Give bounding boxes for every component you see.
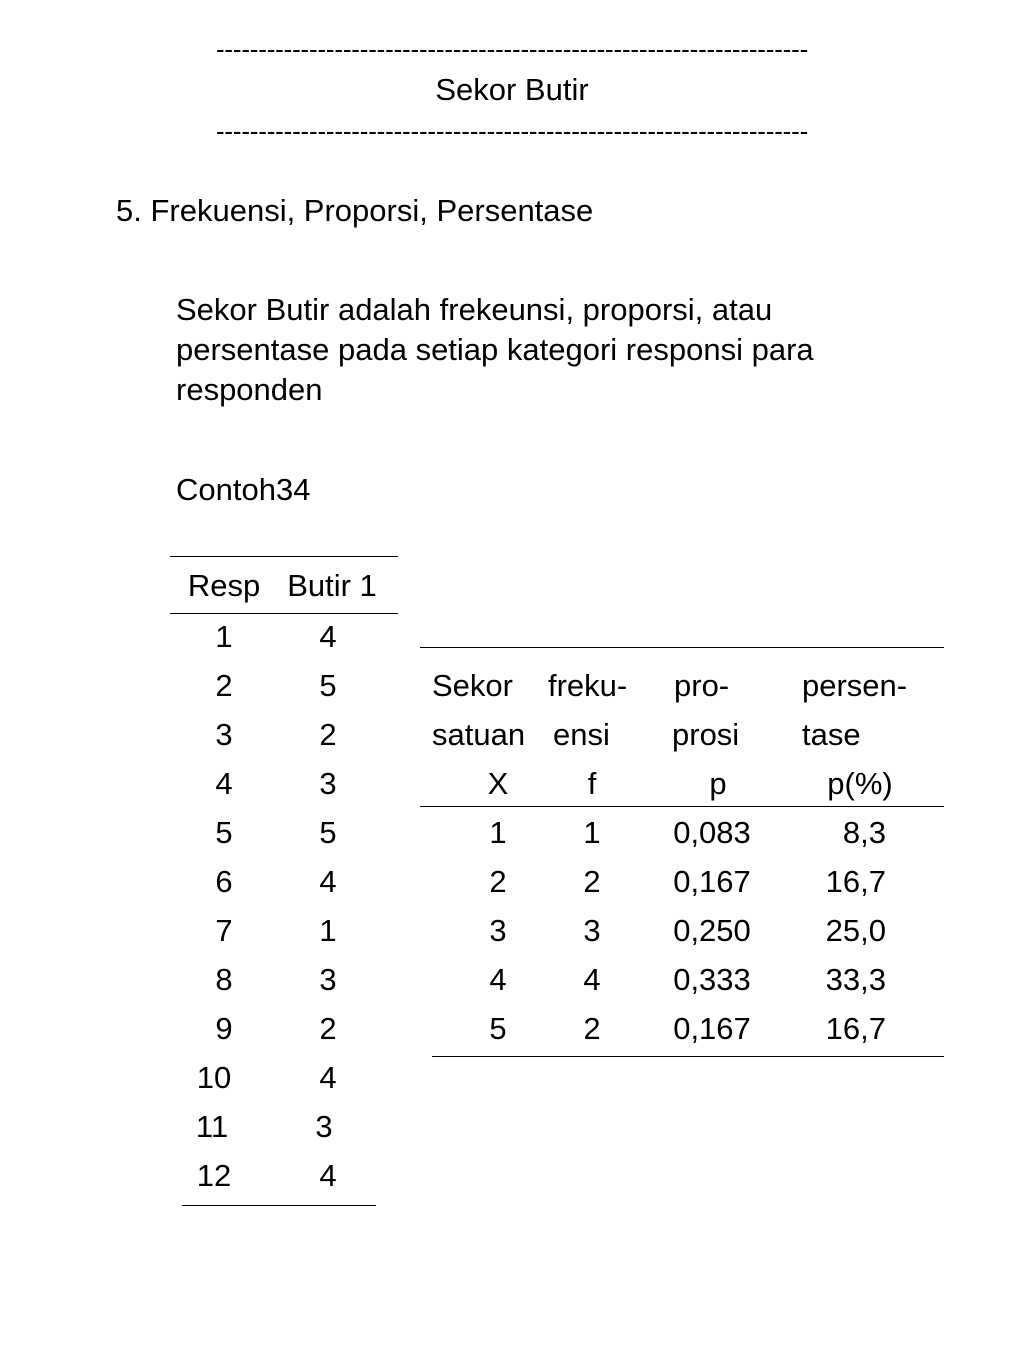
header-bottom-rule: ----------------------------------------------------------------------: [215, 116, 809, 146]
persentase-cell: 25,0: [825, 913, 886, 948]
resp-cell: 9: [215, 1011, 233, 1046]
header-ensi: ensi: [553, 717, 610, 752]
resp-cell: 7: [215, 913, 233, 948]
example-label: Contoh34: [176, 472, 311, 507]
resp-cell: 3: [215, 717, 233, 752]
header-frekuensi: freku-: [548, 668, 628, 703]
column-header-resp: Resp: [187, 568, 261, 603]
butir-cell: 3: [319, 962, 337, 997]
frekuensi-cell: 4: [583, 962, 601, 997]
butir-cell: 4: [319, 1060, 337, 1095]
table-rule-bottom: [432, 1056, 944, 1057]
proporsi-cell: 0,333: [673, 962, 751, 997]
butir-cell: 2: [319, 717, 337, 752]
paragraph-line: Sekor Butir adalah frekeunsi, proporsi, atau: [176, 292, 773, 327]
header-p-percent: p(%): [827, 766, 893, 801]
persentase-cell: 16,7: [825, 1011, 886, 1046]
table-rule-bottom: [182, 1205, 376, 1206]
paragraph-line: persentase pada setiap kategori responsi para: [176, 332, 814, 367]
butir-cell: 2: [319, 1011, 337, 1046]
paragraph-line: responden: [176, 372, 323, 407]
column-header-butir: Butir 1: [287, 568, 377, 603]
frekuensi-cell: 2: [583, 864, 601, 899]
butir-cell: 3: [319, 766, 337, 801]
resp-cell: 1: [215, 619, 233, 654]
header-top-rule: ----------------------------------------------------------------------: [215, 34, 809, 64]
table-rule-top: [420, 647, 944, 648]
header-satuan: satuan: [432, 717, 526, 752]
resp-cell: 6: [215, 864, 233, 899]
header-f: f: [587, 766, 597, 801]
resp-cell: 4: [215, 766, 233, 801]
butir-cell: 1: [319, 913, 337, 948]
sekor-cell: 5: [489, 1011, 507, 1046]
butir-cell: 4: [319, 864, 337, 899]
header-sekor: Sekor: [432, 668, 513, 703]
sekor-cell: 3: [489, 913, 507, 948]
butir-cell: 5: [319, 668, 337, 703]
resp-cell: 2: [215, 668, 233, 703]
butir-cell: 4: [319, 1158, 337, 1193]
butir-cell: 5: [319, 815, 337, 850]
header-p: p: [709, 766, 727, 801]
frekuensi-cell: 1: [583, 815, 601, 850]
resp-cell: 10: [196, 1060, 232, 1095]
proporsi-cell: 0,250: [673, 913, 751, 948]
table-rule-header: [170, 613, 398, 614]
frekuensi-cell: 2: [583, 1011, 601, 1046]
persentase-cell: 33,3: [825, 962, 886, 997]
sekor-cell: 2: [489, 864, 507, 899]
sekor-cell: 1: [489, 815, 507, 850]
sekor-cell: 4: [489, 962, 507, 997]
section-heading: 5. Frekuensi, Proporsi, Persentase: [116, 193, 594, 228]
persentase-cell: 16,7: [825, 864, 886, 899]
proporsi-cell: 0,167: [673, 864, 751, 899]
resp-cell: 12: [196, 1158, 232, 1193]
proporsi-cell: 0,167: [673, 1011, 751, 1046]
resp-cell: 8: [215, 962, 233, 997]
butir-cell: 3: [315, 1109, 333, 1144]
header-tase: tase: [802, 717, 861, 752]
header-x: X: [487, 766, 509, 801]
table-rule-header: [420, 806, 944, 807]
definition-paragraph: [176, 290, 936, 410]
page-title: Sekor Butir: [435, 72, 589, 107]
proporsi-cell: 0,083: [673, 815, 751, 850]
persentase-cell: 8,3: [842, 815, 886, 850]
frekuensi-cell: 3: [583, 913, 601, 948]
header-persentase: persen-: [802, 668, 908, 703]
butir-cell: 4: [319, 619, 337, 654]
table-rule-top: [170, 556, 398, 557]
header-proporsi: pro-: [674, 668, 730, 703]
resp-cell: 5: [215, 815, 233, 850]
resp-cell: 11: [195, 1109, 229, 1144]
header-prosi: prosi: [672, 717, 740, 752]
